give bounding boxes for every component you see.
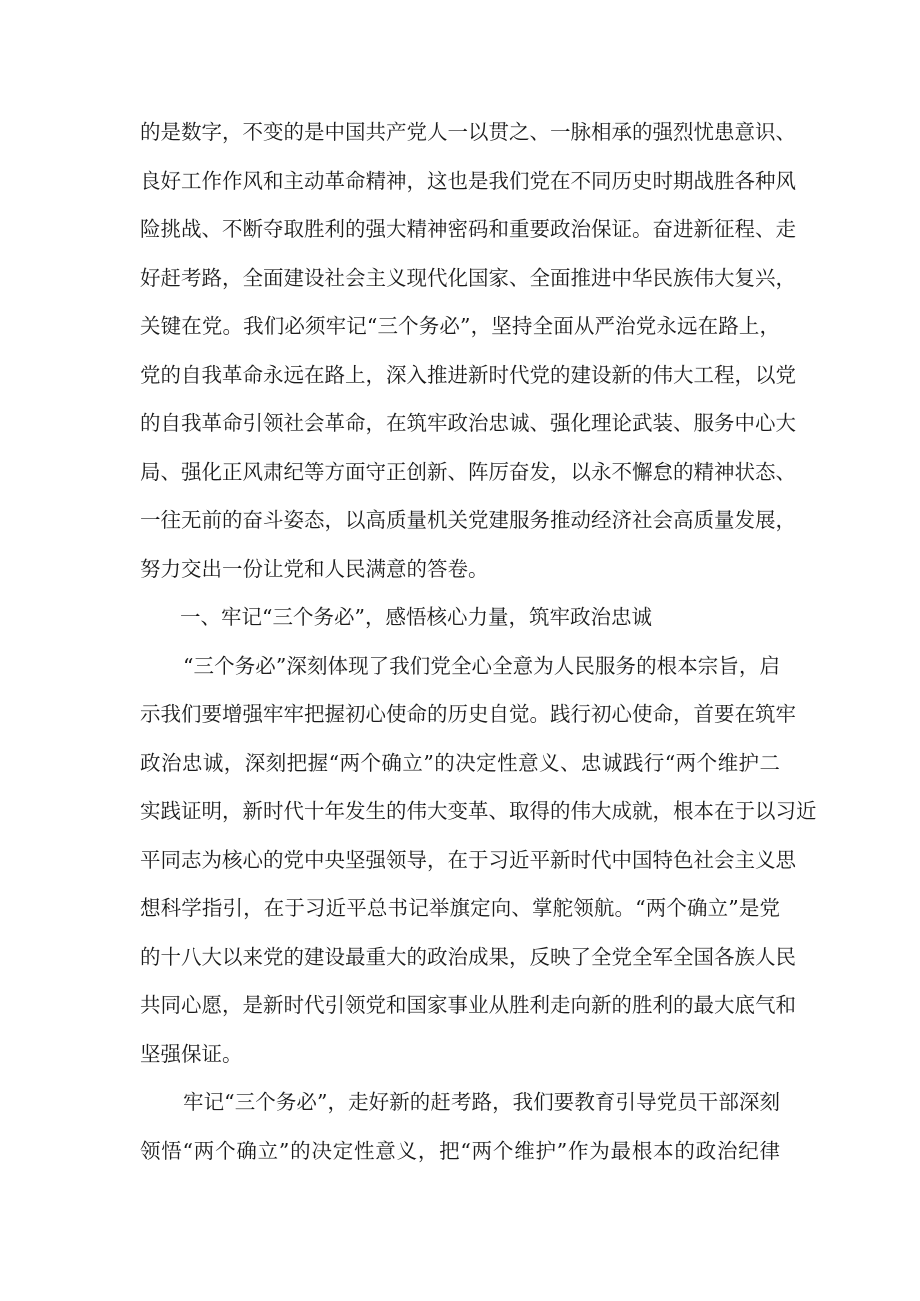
- body-text-line: 的自我革命引领社会革命，在筑牢政治忠诚、强化理论武装、服务中心大: [140, 411, 796, 435]
- body-text-line: 险挑战、不断夺取胜利的强大精神密码和重要政治保证。奋进新征程、走: [140, 217, 796, 241]
- body-text-line: 共同心愿，是新时代引领党和国家事业从胜利走向新的胜利的最大底气和: [140, 993, 796, 1017]
- body-text-line: 良好工作作风和主动革命精神，这也是我们党在不同历史时期战胜各种风: [140, 169, 796, 193]
- body-text-line: 一往无前的奋斗姿态，以高质量机关党建服务推动经济社会高质量发展，: [140, 508, 796, 532]
- body-text-line: 想科学指引，在于习近平总书记举旗定向、掌舵领航。“两个确立”是党: [140, 896, 780, 920]
- body-text-line: “三个务必”深刻体现了我们党全心全意为人民服务的根本宗旨，启: [183, 654, 780, 678]
- body-text-line: 党的自我革命永远在路上，深入推进新时代党的建设新的伟大工程，以党: [140, 363, 796, 387]
- body-text-line: 实践证明，新时代十年发生的伟大变革、取得的伟大成就，根本在于以习近: [140, 799, 817, 823]
- body-text-line: 关键在党。我们必须牢记“三个务必”，坚持全面从严治党永远在路上，: [140, 314, 780, 338]
- body-text-line: 示我们要增强牢牢把握初心使命的历史自觉。践行初心使命，首要在筑牢: [140, 702, 796, 726]
- body-text-line: 领悟“两个确立”的决定性意义，把“两个维护”作为最根本的政治纪律: [140, 1139, 780, 1163]
- body-text-line: 政治忠诚，深刻把握“两个确立”的决定性意义、忠诚践行“两个维护二: [140, 751, 780, 775]
- body-text-line: 局、强化正风肃纪等方面守正创新、阵厉奋发，以永不懈怠的精神状态、: [140, 460, 796, 484]
- body-text-line: 好赶考路，全面建设社会主义现代化国家、全面推进中华民族伟大复兴，: [140, 266, 796, 290]
- section-heading: 一、牢记“三个务必”，感悟核心力量，筑牢政治忠诚: [180, 605, 652, 629]
- body-text-line: 坚强保证。: [140, 1042, 243, 1066]
- body-text-line: 牢记“三个务必”，走好新的赶考路，我们要教育引导党员干部深刻: [183, 1090, 780, 1114]
- body-text-line: 的是数字，不变的是中国共产党人一以贯之、一脉相承的强烈忧患意识、: [140, 120, 796, 144]
- body-text-line: 努力交出一份让党和人民满意的答卷。: [140, 557, 489, 581]
- body-text-line: 的十八大以来党的建设最重大的政治成果，反映了全党全军全国各族人民: [140, 945, 796, 969]
- body-text-line: 平同志为核心的党中央坚强领导，在于习近平新时代中国特色社会主义思: [140, 848, 796, 872]
